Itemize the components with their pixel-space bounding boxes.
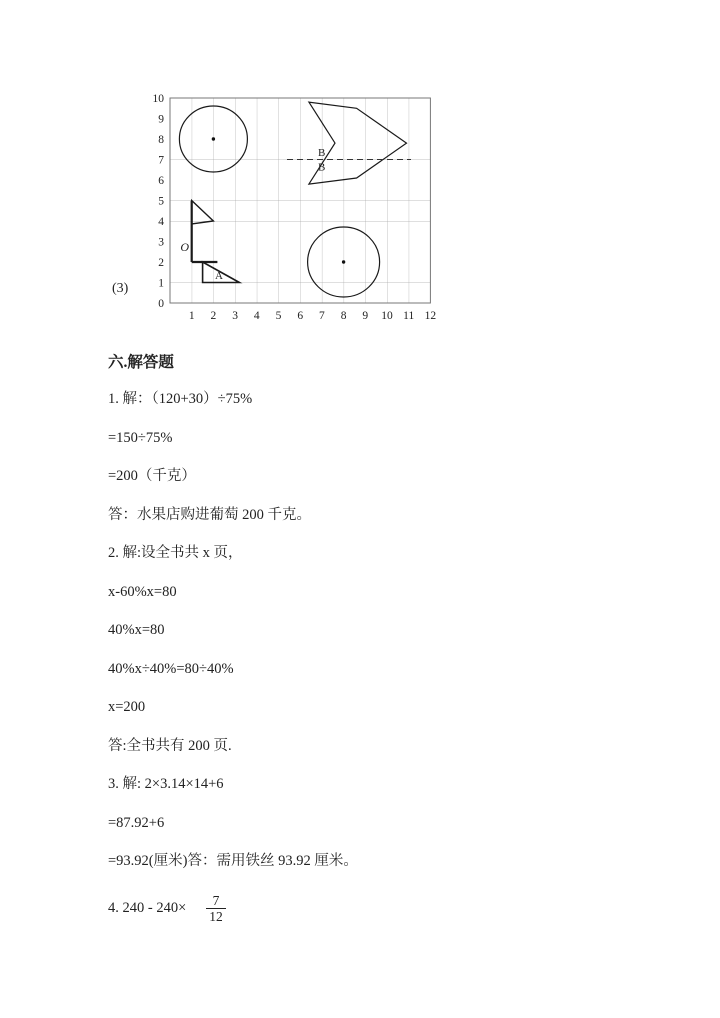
x-axis-tick-11: 11 — [403, 310, 415, 322]
solution-line: 答：水果店购进葡萄 200 千克。 — [108, 506, 311, 523]
x-axis-tick-3: 3 — [232, 310, 238, 322]
label-o: O — [180, 240, 189, 254]
solutions-section — [108, 350, 660, 925]
x-axis-tick-10: 10 — [381, 310, 393, 322]
fraction-7-12 — [206, 893, 226, 925]
y-axis-tick-3: 3 — [158, 236, 164, 249]
y-axis-tick-4: 4 — [158, 216, 164, 228]
x-axis-tick-6: 6 — [297, 310, 304, 322]
x-axis-tick-9: 9 — [362, 310, 369, 322]
label-a: A — [215, 270, 223, 282]
circle-bottom-center-dot — [342, 260, 345, 263]
y-axis-tick-5: 5 — [158, 195, 164, 208]
solution-line: x=200 — [108, 699, 146, 715]
y-axis-tick-8: 8 — [158, 134, 164, 146]
grid-area — [170, 98, 430, 303]
solution-line: =87.92+6 — [108, 814, 165, 831]
solution-line: =150÷75% — [108, 429, 173, 446]
y-axis-tick-9: 9 — [158, 113, 164, 126]
y-axis-tick-6: 6 — [158, 175, 164, 187]
figure-caption: (3) — [112, 281, 129, 296]
label-b-bottom: B — [318, 161, 326, 174]
solution-line: 答:全书共有 200 页. — [108, 737, 232, 754]
solution-line: 3. 解: 2×3.14×14+6 — [108, 776, 224, 792]
x-axis-tick-2: 2 — [210, 310, 217, 322]
solution-line: 40%x=80 — [108, 622, 165, 638]
solution-line: x-60%x=80 — [108, 583, 177, 600]
solution-line: =93.92(厘米)答：需用铁丝 93.92 厘米。 — [108, 853, 358, 869]
solution-line: =200（千克） — [108, 468, 196, 484]
x-axis-tick-12: 12 — [424, 310, 437, 322]
y-axis-tick-0: 0 — [158, 298, 164, 310]
x-axis-tick-7: 7 — [319, 310, 325, 322]
problem-4-text: 4. 240 - 240× — [108, 900, 187, 917]
x-axis-tick-5: 5 — [275, 310, 282, 322]
x-axis-tick-4: 4 — [253, 310, 260, 322]
fraction-numerator: 7 — [212, 892, 220, 908]
y-axis-tick-10: 10 — [152, 93, 164, 105]
y-axis-tick-2: 2 — [158, 257, 164, 269]
y-axis-tick-7: 7 — [158, 154, 164, 167]
fraction-denominator: 12 — [206, 908, 226, 925]
label-b-top: B — [318, 147, 326, 159]
section-title: 六.解答题 — [108, 354, 174, 371]
circle-top-left-center-dot — [212, 137, 215, 140]
x-axis-tick-8: 8 — [340, 310, 347, 322]
x-axis-tick-1: 1 — [188, 310, 195, 322]
coordinate-grid-figure — [146, 88, 446, 328]
y-axis-tick-1: 1 — [158, 277, 164, 290]
solution-line: 2. 解:设全书共 x 页， — [108, 545, 243, 561]
solution-line: 1. 解：（120+30）÷75% — [108, 391, 253, 407]
solution-line: 40%x÷40%=80÷40% — [108, 660, 234, 677]
problem-4-line — [108, 893, 660, 925]
